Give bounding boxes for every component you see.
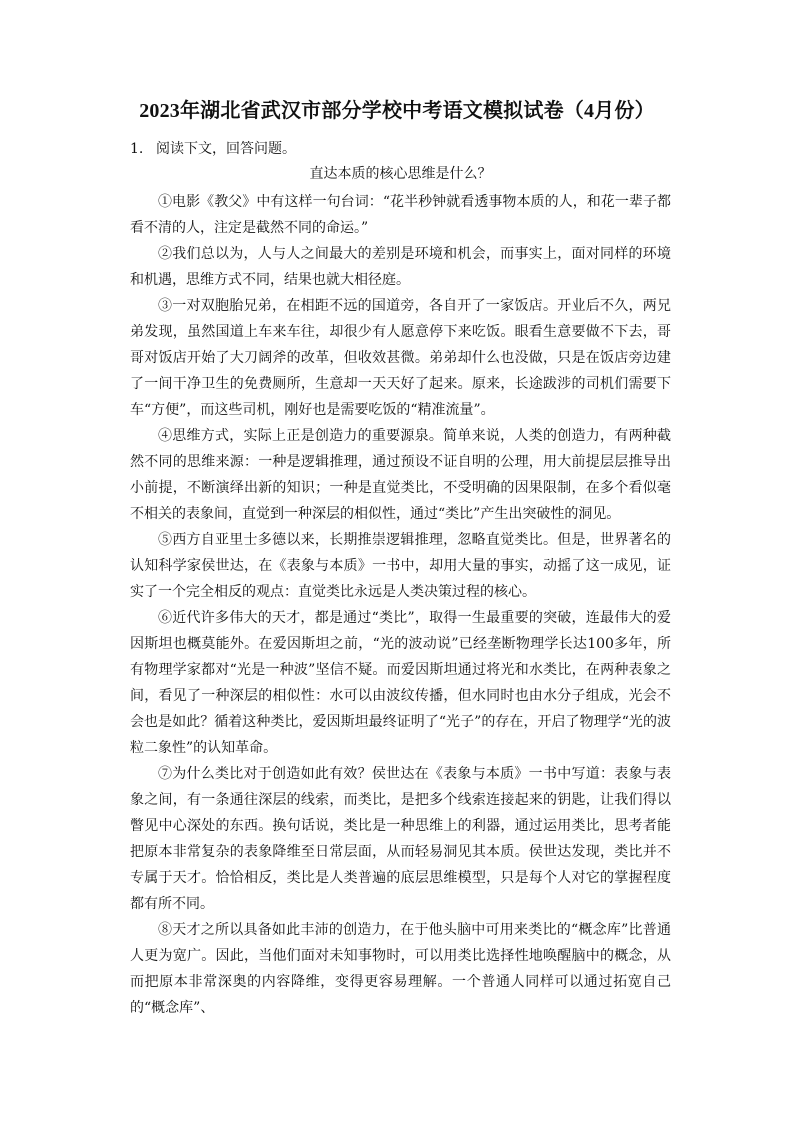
paragraph-5: ⑤西方自亚里士多德以来，长期推崇逻辑推理，忽略直觉类比。但是，世界著名的认知科学家侯世达，在《表象与本质》一书中，却用大量的事实，动摇了这一成见，证实了一个完全相反的观点：直觉类比永远是人类决策过程的核心。: [130, 532, 671, 600]
question-prompt: [130, 139, 690, 159]
paragraph-2: ②我们总以为，人与人之间最大的差别是环境和机会，而事实上，面对同样的环境和机遇，思维方式不同，结果也就大相径庭。: [130, 246, 671, 288]
article-body: [130, 189, 671, 1021]
paragraph-8: ⑧天才之所以具备如此丰沛的创造力，在于他头脑中可用来类比的“概念库”比普通人更为宽广。因此，当他们面对未知事物时，可以用类比选择性地唤醒脑中的概念，从而把原本非常深奥的内容降维，变得更容易理解。一个普通人同样可以通过拓宽自己的“概念库”、: [130, 922, 671, 1016]
paragraph-4: ④思维方式，实际上正是创造力的重要源泉。简单来说，人类的创造力，有两种截然不同的思维来源：一种是逻辑推理，通过预设不证自明的公理，用大前提层层推导出小前提，不断演绎出新的知识；一种是直觉类比，不受明确的因果限制，在多个看似毫不相关的表象间，直觉到一种深层的相似性，通过“类比”产生出突破性的洞见。: [130, 428, 671, 522]
paragraph-1: ①电影《教父》中有这样一句台词：“花半秒钟就看透事物本质的人，和花一辈子都看不清的人，注定是截然不同的命运。”: [130, 194, 671, 236]
paragraph-7: ⑦为什么类比对于创造如此有效？侯世达在《表象与本质》一书中写道：表象与表象之间，有一条通往深层的线索，而类比，是把多个线索连接起来的钥匙，让我们得以瞥见中心深处的东西。换句话说，类比是一种思维上的利器，通过运用类比，思考者能把原本非常复杂的表象降维至日常层面，从而轻易洞见其本质。侯世达发现，类比并不专属于天才。恰恰相反，类比是人类普遍的底层思维模型，只是每个人对它的掌握程度都有所不同。: [130, 766, 671, 912]
article-title: 直达本质的核心思维是什么？: [309, 166, 492, 182]
question-text: 阅读下文，回答问题。: [156, 141, 296, 157]
paragraph-3: ③一对双胞胎兄弟，在相距不远的国道旁，各自开了一家饭店。开业后不久，两兄弟发现，虽然国道上车来车往，却很少有人愿意停下来吃饭。眼看生意要做不下去，哥哥对饭店开始了大刀阔斧的改革，但收效甚微。弟弟却什么也没做，只是在饭店旁边建了一间干净卫生的免费厕所，生意却一天天好了起来。原来，长途跋涉的司机们需要下车“方便”，而这些司机，刚好也是需要吃饭的“精准流量”。: [130, 298, 671, 418]
question-number: 1.: [130, 141, 144, 157]
exam-title: 2023年湖北省武汉市部分学校中考语文模拟试卷（4月份）: [139, 100, 655, 122]
paragraph-6: ⑥近代许多伟大的天才，都是通过“类比”，取得一生最重要的突破，连最伟大的爱因斯坦也概莫能外。在爱因斯坦之前，“光的波动说”已经垄断物理学长达100多年，所有物理学家都对“光是一种波”坚信不疑。而爱因斯坦通过将光和水类比，在两种表象之间，看见了一种深层的相似性：水可以由波纹传播，但水同时也由水分子组成，光会不会也是如此？循着这种类比，爱因斯坦最终证明了“光子”的存在，开启了物理学“光的波粒二象性”的认知革命。: [130, 610, 671, 756]
